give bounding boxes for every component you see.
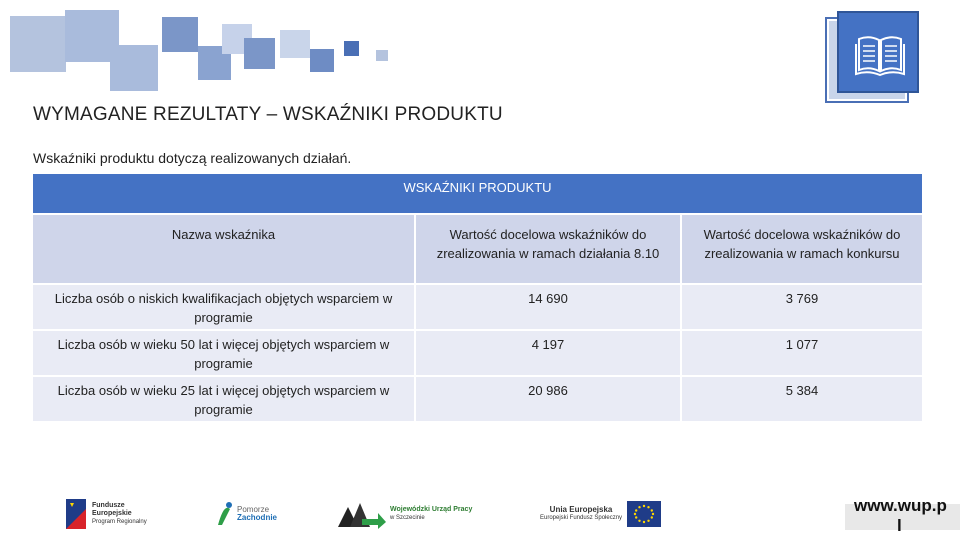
eu-flag-icon (627, 501, 661, 527)
target-contest-cell: 1 077 (681, 330, 922, 376)
footer-logo-strip (0, 494, 960, 540)
indicator-name-cell: Liczba osób o niskich kwalifikacjach objętych wsparciem w programie (33, 284, 415, 330)
fundusze-line1: Fundusze (92, 502, 125, 509)
column-header-name: Nazwa wskaźnika (33, 214, 415, 284)
column-header-target-action: Wartość docelowa wskaźników do zrealizowania w ramach działania 8.10 (415, 214, 681, 284)
slide-title: WYMAGANE REZULTATY – WSKAŹNIKI PRODUKTU (33, 104, 503, 125)
table-row (33, 284, 922, 330)
pomorze-line1: Pomorze (237, 505, 270, 514)
slide-subtitle: Wskaźniki produktu dotyczą realizowanych działań. (33, 150, 352, 166)
decor-square (280, 30, 310, 58)
target-action-cell: 14 690 (415, 284, 681, 330)
decor-square (10, 16, 66, 72)
url-text-line1: www.wup.p (854, 496, 947, 515)
indicator-name-cell: Liczba osób w wieku 25 lat i więcej objętych wsparciem w programie (33, 376, 415, 422)
target-action-cell: 20 986 (415, 376, 681, 422)
fundusze-line3: Program Regionalny (92, 519, 147, 525)
open-book-icon (837, 11, 919, 93)
decor-square (344, 41, 359, 56)
target-contest-cell: 3 769 (681, 284, 922, 330)
decor-square (376, 50, 388, 61)
fundusze-line2: Europejskie (92, 510, 132, 517)
wup-icon (338, 499, 386, 529)
wup-logo (338, 494, 488, 534)
indicators-table (33, 174, 922, 423)
fundusze-europejskie-logo (66, 494, 156, 534)
pomorze-zachodnie-icon (214, 499, 234, 529)
table-row (33, 376, 922, 422)
url-text-line2: l (897, 516, 902, 535)
book-icon-tile (827, 11, 919, 101)
table-row (33, 330, 922, 376)
wup-line2: w Szczecinie (390, 515, 425, 521)
wup-line1: Wojewódzki Urząd Pracy (390, 506, 473, 513)
target-contest-cell: 5 384 (681, 376, 922, 422)
pomorze-line2: Zachodnie (237, 513, 278, 522)
website-url[interactable] (845, 494, 960, 540)
table-caption-row (33, 174, 922, 214)
decor-square (310, 49, 334, 72)
unia-europejska-logo (540, 494, 675, 534)
table-header-row (33, 214, 922, 284)
ue-line1: Unia Europejska (549, 505, 613, 514)
decor-square (110, 45, 158, 91)
pomorze-zachodnie-logo (214, 494, 284, 534)
decor-square (162, 17, 198, 52)
target-action-cell: 4 197 (415, 330, 681, 376)
decor-square (244, 38, 275, 69)
ue-line2: Europejski Fundusz Społeczny (540, 515, 623, 521)
column-header-target-contest: Wartość docelowa wskaźników do zrealizowania w ramach konkursu (681, 214, 922, 284)
indicator-name-cell: Liczba osób w wieku 50 lat i więcej objętych wsparciem w programie (33, 330, 415, 376)
table-caption: WSKAŹNIKI PRODUKTU (33, 174, 922, 214)
fundusze-europejskie-icon (66, 497, 88, 531)
